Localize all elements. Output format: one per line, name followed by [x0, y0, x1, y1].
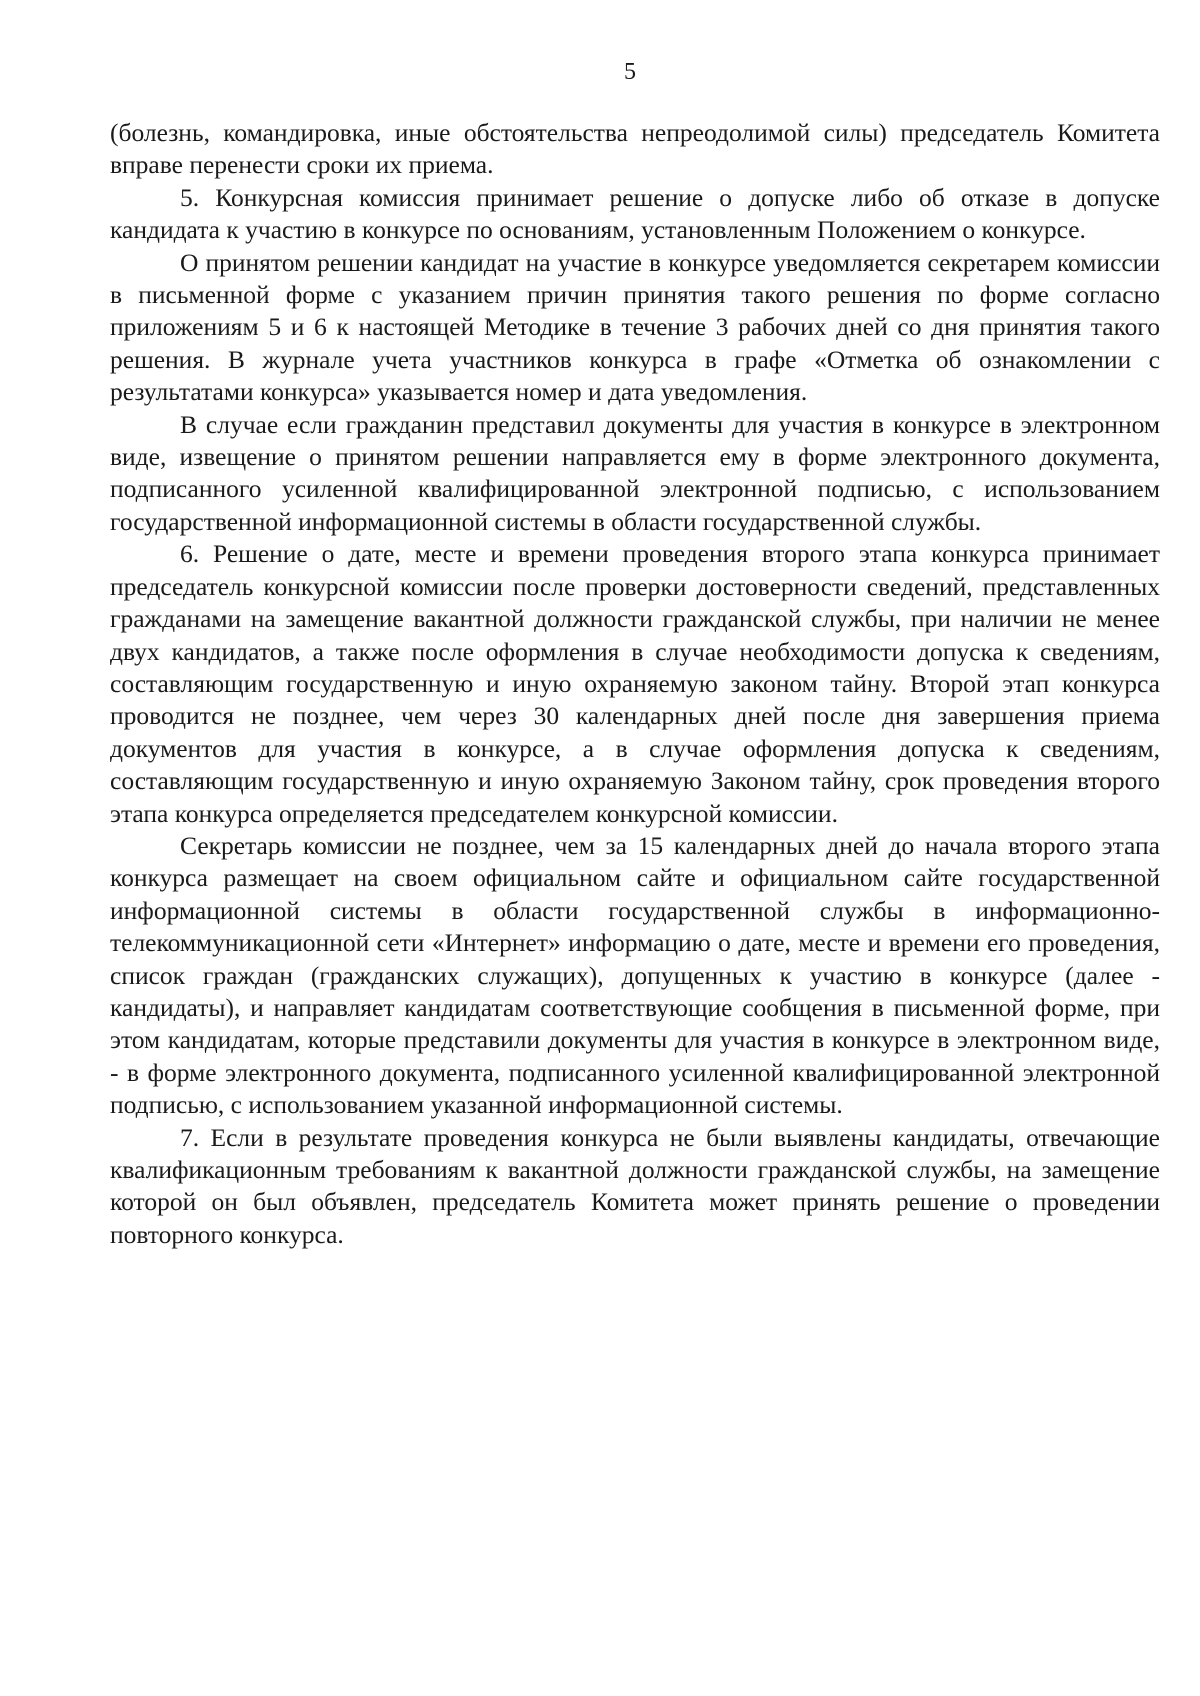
paragraph-item-6: 6. Решение о дате, месте и времени проведения второго этапа конкурса принимает председатель конкурсной комиссии после проверки достоверности сведений, представленных гражданами на замещение вакантной должности гражданской службы, при наличии не менее двух кандидатов, а также после оформления в случае необходимости допуска к сведениям, составляющим государственную и иную охраняемую законом тайну. Второй этап конкурса проводится не позднее, чем через 30 календарных дней после дня завершения приема документов для участия в конкурсе, а в случае оформления допуска к сведениям, составляющим государственную и иную охраняемую Законом тайну, срок проведения второго этапа конкурса определяется председателем конкурсной комиссии.: [110, 539, 1160, 828]
paragraph-item-5: 5. Конкурсная комиссия принимает решение о допуске либо об отказе в допуске кандидата к участию в конкурсе по основаниям, установленным Положением о конкурсе.: [110, 182, 1160, 245]
paragraph-notification: О принятом решении кандидат на участие в конкурсе уведомляется секретарем комиссии в письменной форме с указанием причин принятия такого решения по форме согласно приложениям 5 и 6 к настоящей Методике в течение 3 рабочих дней со дня принятия такого решения. В журнале учета участников конкурса в графе «Отметка об ознакомлении с результатами конкурса» указывается номер и дата уведомления.: [110, 247, 1160, 407]
paragraph-continuation: (болезнь, командировка, иные обстоятельства непреодолимой силы) председатель Комитета вправе перенести сроки их приема.: [110, 118, 1160, 180]
document-body: [110, 117, 1160, 1251]
page-number: 5: [624, 59, 636, 85]
paragraph-item-7: 7. Если в результате проведения конкурса не были выявлены кандидаты, отвечающие квалификационным требованиям к вакантной должности гражданской службы, на замещение которой он был объявлен, председатель Комитета может принять решение о проведении повторного конкурса.: [110, 1122, 1160, 1249]
paragraph-electronic-notice: В случае если гражданин представил документы для участия в конкурсе в электронном виде, извещение о принятом решении направляется ему в форме электронного документа, подписанного усиленной квалифицированной электронной подписью, с использованием государственной информационной системы в области государственной службы.: [110, 409, 1160, 536]
paragraph-secretary: Секретарь комиссии не позднее, чем за 15 календарных дней до начала второго этапа конкурса размещает на своем официальном сайте и официальном сайте государственной информационной системы в области государственной службы в информационно-телекоммуникационной сети «Интернет» информацию о дате, месте и времени его проведения, список граждан (гражданских служащих), допущенных к участию в конкурсе (далее - кандидаты), и направляет кандидатам соответствующие сообщения в письменной форме, при этом кандидатам, которые представили документы для участия в конкурсе в электронном виде, - в форме электронного документа, подписанного усиленной квалифицированной электронной подписью, с использованием указанной информационной системы.: [110, 830, 1160, 1120]
